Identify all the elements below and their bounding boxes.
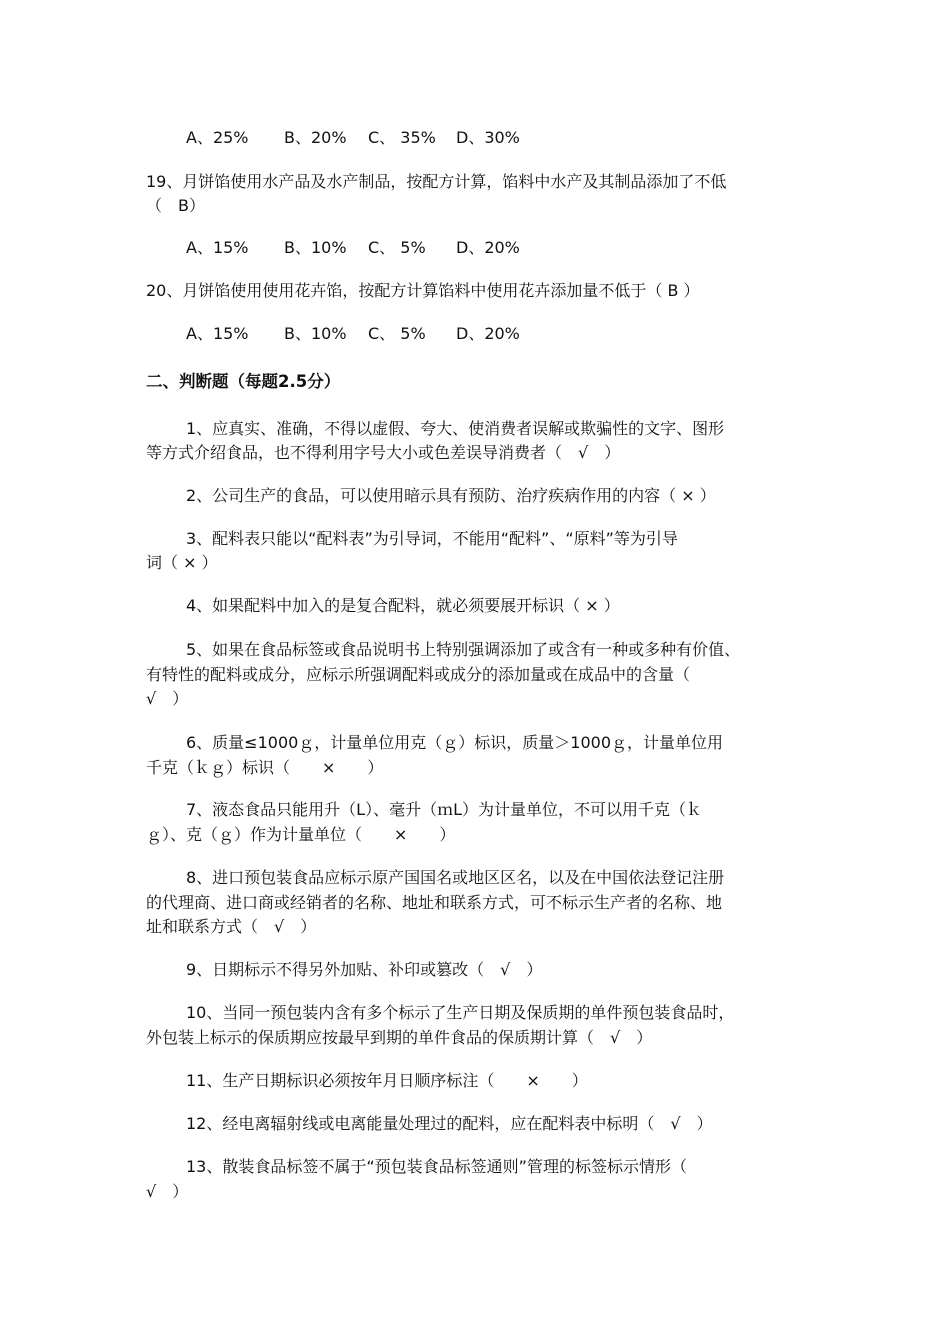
judgment-10-line-1: 10、当同一预包装内含有多个标示了生产日期及保质期的单件预包装食品时， [186,1003,735,1022]
judgment-12-line-1: 12、经电离辐射线或电离能量处理过的配料，应在配料表中标明（ √ ） [186,1114,713,1133]
judgment-13-line-2: √ ） [146,1182,189,1201]
judgment-1-line-1: 1、应真实、准确，不得以虚假、夸大、使消费者误解或欺骗性的文字、图形 [186,419,725,438]
option-b: B、10% [284,238,347,257]
judgment-13-line-1: 13、散装食品标签不属于“预包装食品标签通则”管理的标签标示情形（ [186,1157,687,1176]
option-a: A、25% [186,128,249,147]
option-d: D、20% [456,238,520,257]
option-b: B、20% [284,128,347,147]
judgment-8-line-1: 8、进口预包装食品应标示原产国国名或地区区名，以及在中国依法登记注册 [186,868,725,887]
judgment-5-line-1: 5、如果在食品标签或食品说明书上特别强调添加了或含有一种或多种有价值、 [186,640,741,659]
options-row-q19 [186,237,520,259]
judgment-8-line-2: 的代理商、进口商或经销者的名称、地址和联系方式，可不标示生产者的名称、地 [146,893,723,912]
judgment-2-line-1: 2、公司生产的食品，可以使用暗示具有预防、治疗疾病作用的内容（ × ） [186,486,716,505]
judgment-5-line-3: √ ） [146,689,189,708]
option-c: C、 5% [368,238,426,257]
question-20-line-1: 20、月饼馅使用使用花卉馅，按配方计算馅料中使用花卉添加量不低于（ B ） [146,281,700,300]
option-c: C、 35% [368,128,436,147]
option-a: A、15% [186,238,249,257]
judgment-3-line-2: 词（ × ） [146,553,218,572]
options-row-q18 [186,127,520,149]
option-a: A、15% [186,324,249,343]
option-b: B、10% [284,324,347,343]
judgment-11-line-1: 11、生产日期标识必须按年月日顺序标注（ × ） [186,1071,588,1090]
question-19-line-2: （ B） [146,196,205,215]
judgment-7-line-2: ｇ）、克（ｇ）作为计量单位（ × ） [146,825,456,844]
option-d: D、20% [456,324,520,343]
judgment-10-line-2: 外包装上标示的保质期应按最早到期的单件食品的保质期计算（ √ ） [146,1028,653,1047]
judgment-5-line-2: 有特性的配料或成分，应标示所强调配料或成分的添加量或在成品中的含量（ [146,665,691,684]
judgment-8-line-3: 址和联系方式（ √ ） [146,917,317,936]
judgment-7-line-1: 7、液态食品只能用升（L）、毫升（ｍL）为计量单位，不可以用千克（ｋ [186,800,703,819]
judgment-6-line-1: 6、质量≤1000ｇ，计量单位用克（ｇ）标识，质量＞1000ｇ，计量单位用 [186,733,724,752]
judgment-1-line-2: 等方式介绍食品，也不得利用字号大小或色差误导消费者（ √ ） [146,443,621,462]
option-d: D、30% [456,128,520,147]
question-19-line-1: 19、月饼馅使用水产品及水产制品，按配方计算，馅料中水产及其制品添加了不低 [146,172,727,191]
judgment-4-line-1: 4、如果配料中加入的是复合配料，就必须要展开标识（ × ） [186,596,620,615]
options-row-q20 [186,323,520,345]
option-c: C、 5% [368,324,426,343]
judgment-6-line-2: 千克（ｋｇ）标识（ × ） [146,758,384,777]
judgment-9-line-1: 9、日期标示不得另外加贴、补印或篡改（ √ ） [186,960,543,979]
judgment-3-line-1: 3、配料表只能以“配料表”为引导词，不能用“配料”、“原料”等为引导 [186,529,678,548]
section-heading: 二、判断题（每题2.5分） [146,372,341,391]
